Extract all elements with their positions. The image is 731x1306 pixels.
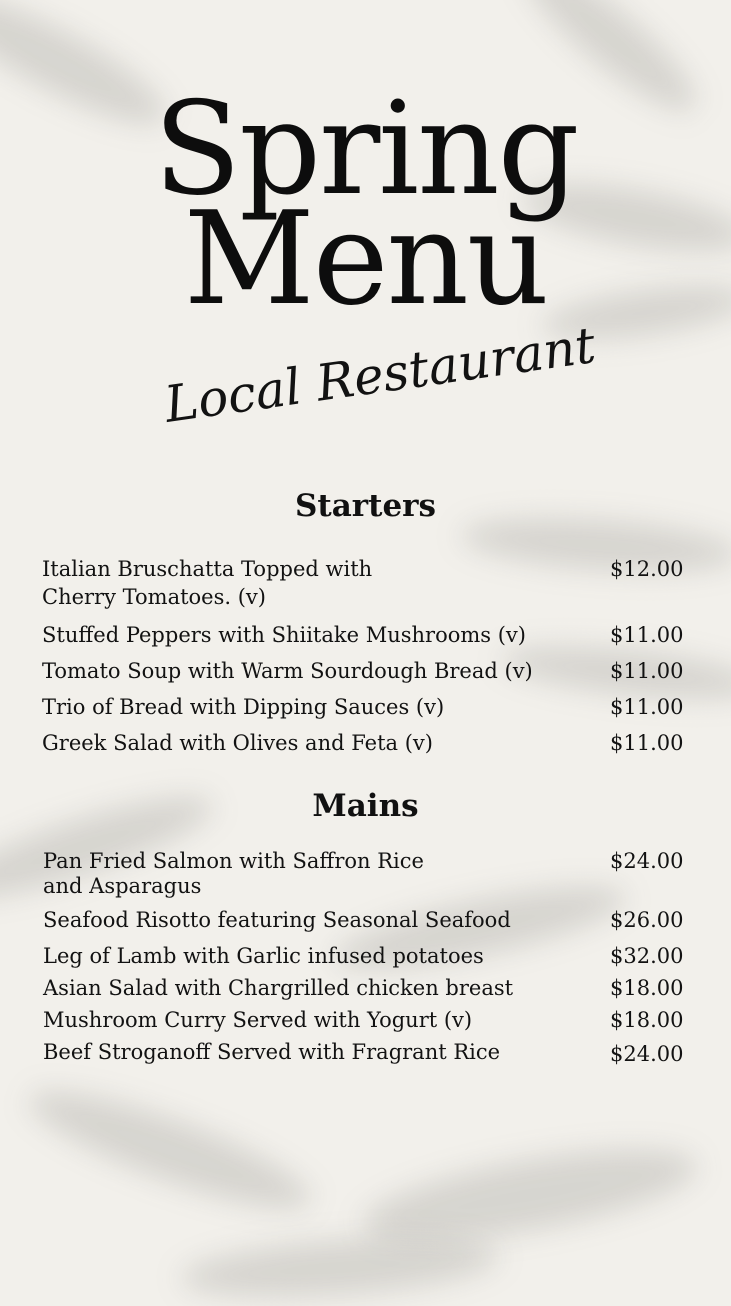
- main-item-name-line-2: and Asparagus: [43, 874, 202, 898]
- starter-item-price: $11.00: [610, 695, 684, 719]
- main-item-name-line-1: Pan Fried Salmon with Saffron Rice: [43, 849, 424, 873]
- mains-heading: Mains: [312, 788, 419, 824]
- starter-item-price: $12.00: [610, 557, 684, 581]
- starter-item-price: $11.00: [610, 659, 684, 683]
- main-item-name: Asian Salad with Chargrilled chicken breast: [43, 976, 514, 1000]
- starter-item-name-line-2: Cherry Tomatoes. (v): [42, 585, 266, 609]
- restaurant-name: Local Restaurant: [161, 316, 599, 434]
- starter-item-price: $11.00: [610, 623, 684, 647]
- starter-item-name-line-1: Italian Bruschatta Topped with: [42, 557, 373, 581]
- starter-item-name: Greek Salad with Olives and Feta (v): [42, 731, 433, 755]
- starter-item-name: Trio of Bread with Dipping Sauces (v): [42, 695, 445, 719]
- starter-item-name: Stuffed Peppers with Shiitake Mushrooms (v): [42, 623, 526, 647]
- main-item-name: Mushroom Curry Served with Yogurt (v): [43, 1008, 473, 1032]
- main-item-price: $18.00: [610, 1008, 684, 1032]
- starter-item-name: Tomato Soup with Warm Sourdough Bread (v): [42, 659, 533, 683]
- starter-item-price: $11.00: [610, 731, 684, 755]
- main-item-price: $24.00: [610, 849, 684, 873]
- menu-title-line-2: Menu: [183, 185, 548, 334]
- main-item-name: Beef Stroganoff Served with Fragrant Rice: [43, 1040, 501, 1064]
- main-item-price: $32.00: [610, 944, 684, 968]
- main-item-price: $24.00: [610, 1042, 684, 1066]
- main-item-price: $26.00: [610, 908, 684, 932]
- starters-heading: Starters: [295, 488, 436, 524]
- main-item-name: Seafood Risotto featuring Seasonal Seafood: [43, 908, 511, 932]
- menu-title-line-1: Spring: [153, 75, 578, 224]
- main-item-name: Leg of Lamb with Garlic infused potatoes: [43, 944, 484, 968]
- main-item-price: $18.00: [610, 976, 684, 1000]
